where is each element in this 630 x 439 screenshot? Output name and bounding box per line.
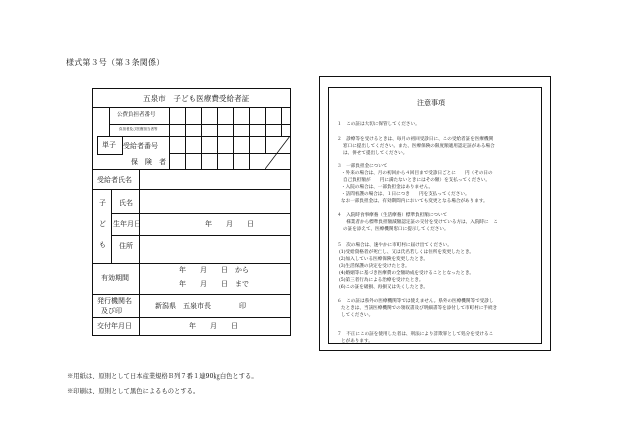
note-line: ７ 不正にこの証を使用した者は、刑法により詐欺罪として処分を受けるこ <box>337 332 494 337</box>
recipient-number-label: 受給者番号 <box>123 142 158 150</box>
note-line: の証を添えて、医療機関窓口に提示してください。 <box>343 227 449 232</box>
note-line: ・外来の場合は、月の初回から４回目まで受診日ごとに 円（その日の <box>341 171 493 176</box>
note-line: ・訪問看護の場合は、１日につき 円を支払ってください。 <box>341 192 470 197</box>
single-label: 単子 <box>102 141 116 149</box>
child-label-2: ど <box>99 220 106 228</box>
form-number-label: 様式第３号（第３条関係） <box>66 58 165 67</box>
validity-to: 年 月 日 まで <box>179 280 249 288</box>
note-line: 窓口に提出してください。また、医療保険の限度額適用認定証がある場合 <box>343 144 495 149</box>
note-line: ６ この証は県外の医療機関等では使えません。県外の医療機関等で受診し <box>337 299 494 304</box>
issue-date-value: 年 月 日 <box>189 322 238 330</box>
issue-date-label: 交付年月日 <box>97 322 132 330</box>
note-line: ２ 診療等を受けるときは、毎月の初回受診日に、この受給者証を医療機関 <box>337 137 494 142</box>
birth-date-value: 年 月 日 <box>205 220 254 228</box>
validity-label: 有効期間 <box>101 274 129 282</box>
note-line: (1)受給資格者が死亡し、又は氏名若しくは住所を変更したとき。 <box>339 250 474 255</box>
footnote-print: ※印刷は、原則として黒色によるものとする。 <box>67 388 200 395</box>
guardian-label: 保 険 者 <box>131 158 166 166</box>
note-line: (5)第三者行為による治療を受けたとき。 <box>339 278 424 283</box>
issuer-label-1: 発行機関名 <box>97 297 132 305</box>
child-label-3: も <box>99 241 106 249</box>
note-line: (4)婚姻等に基づき医療費の全額助成を受けることとなったとき。 <box>339 271 474 276</box>
recipient-name-label: 受給者氏名 <box>97 176 132 184</box>
note-line: とがあります。 <box>341 339 373 344</box>
child-name-label: 氏名 <box>119 199 133 207</box>
corner-diagonal <box>265 136 291 170</box>
payer-sub-label: 負担者及び医療担当者等 <box>119 127 158 131</box>
child-label-1: 子 <box>99 199 106 207</box>
note-line: たときは、当該医療機関での領収書及び明細書等を添付して市町村に手続き <box>341 306 498 311</box>
notes-panel <box>319 76 551 351</box>
notes-inner-box <box>328 87 542 344</box>
notes-title: 注意事項 <box>417 99 445 107</box>
note-line: (3)生活保護の決定を受けたとき。 <box>339 264 410 269</box>
note-line: ３ 一部負担金について <box>337 164 388 169</box>
note-line: なお一部負担金は、有効期間内においても変更となる場合があります。 <box>341 199 488 204</box>
note-line: １ この証は大切に保管してください。 <box>337 122 420 127</box>
footnote-paper: ※用紙は、原則として日本産業規格Ｂ列７番１連90㎏白色とする。 <box>67 373 258 380</box>
issuer-value: 新潟県 五泉市長 印 <box>155 302 246 310</box>
birth-date-label: 生年月日 <box>113 220 141 228</box>
recipient-card <box>92 88 291 336</box>
note-line: ・入院の場合は、一部負担金はありません。 <box>341 185 434 190</box>
validity-from: 年 月 日 から <box>179 266 249 274</box>
note-line: (6)この証を破損、再損又は失くしたとき。 <box>339 285 429 290</box>
card-title: 五泉市 子ども医療費受給者証 <box>143 94 250 103</box>
note-line: 自己負担額が 円に満たないときにはその額）を支払ってください。 <box>343 178 491 183</box>
address-label: 住所 <box>119 242 133 250</box>
note-line: ５ 次の場合は、速やかに市町村に届け出てください。 <box>337 243 452 248</box>
note-line: は、併せて提出してください。 <box>343 151 408 156</box>
payer-number-label: 公費負担者番号 <box>117 112 156 118</box>
note-line: (2)加入している医療保険を変更したとき。 <box>339 257 429 262</box>
note-line: してください。 <box>341 313 374 318</box>
note-line: ４ 入院時食事療養（生活療養）標準負担額について <box>337 213 448 218</box>
note-line: 様業者から標準負担額減額認定証の交付を受けている方は、入院時に こ <box>337 220 498 225</box>
issuer-label-2: 及び印 <box>101 307 122 315</box>
